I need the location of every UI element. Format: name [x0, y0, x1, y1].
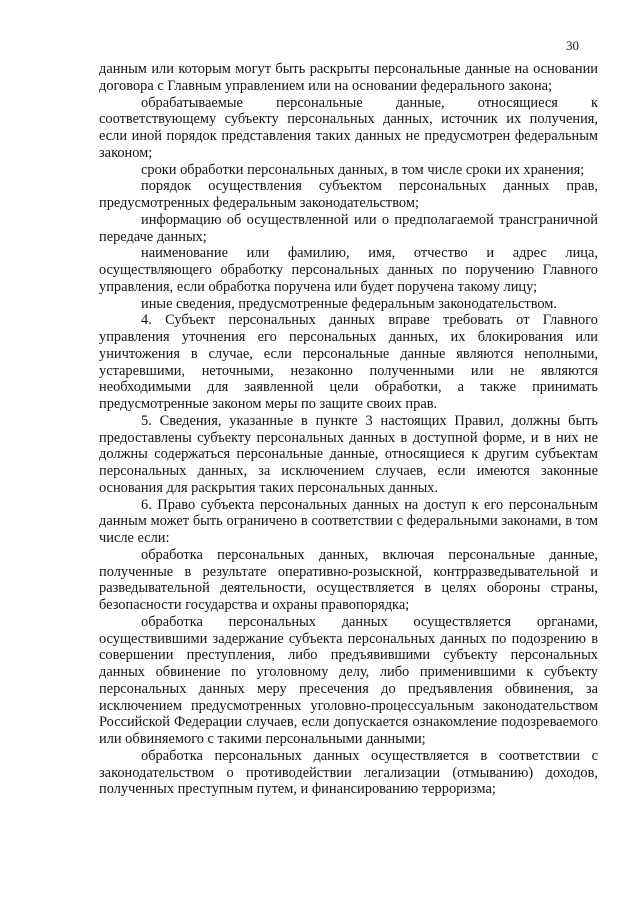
paragraph-cross-border-transfer: информацию об осуществленной или о предполагаемой трансграничной передаче данных; [99, 211, 598, 245]
paragraph-defense-security: обработка персональных данных, включая персональные данные, полученные в результате оперативно-розыскной, контрразведывательной и разведывательной деятельности, осуществляется в целях обороны страны, безопасности государства и охраны правопорядка; [99, 546, 598, 613]
paragraph-clause-6: 6. Право субъекта персональных данных на доступ к его персональным данным может быть ограничено в соответствии с федеральными законами, в том числе если: [99, 496, 598, 546]
page-number: 30 [566, 38, 579, 53]
paragraph-processing-terms: сроки обработки персональных данных, в том числе сроки их хранения; [141, 161, 585, 178]
paragraph-processor-details: наименование или фамилию, имя, отчество и адрес лица, осуществляющего обработку персональных данных по поручению Главного управления, если обработка поручена или будет поручена такому лицу; [99, 245, 598, 295]
paragraph-detention-bodies: обработка персональных данных осуществляется органами, осуществившими задержание субъекта персональных данных по подозрению в совершении преступления, либо предъявившими субъекту персональных данных обвинение по уголовному делу, либо применившими к субъекту персональных данных меру пресечения до предъявления обвинения, за исключением предусмотренных уголовно-процессуальным законодательством Российской Федерации случаев, если допускается ознакомление подозреваемого или обвиняемого с такими персональными данными; [99, 613, 598, 747]
paragraph-clause-4: 4. Субъект персональных данных вправе требовать от Главного управления уточнения его персональных данных, их блокирования или уничтожения в случае, если персональные данные являются неполными, устаревшими, неточными, незаконно полученными или не являются необходимыми для заявленной цели обработки, а также принимать предусмотренные законом меры по защите своих прав. [99, 312, 598, 412]
paragraph-clause-5: 5. Сведения, указанные в пункте 3 настоящих Правил, должны быть предоставлены субъекту персональных данных в доступной форме, и в них не должны содержаться персональные данные, относящиеся к другим субъектам персональных данных, за исключением случаев, если имеются законные основания для раскрытия таких персональных данных. [99, 412, 598, 496]
paragraph-other-info: иные сведения, предусмотренные федеральным законодательством. [141, 295, 558, 312]
paragraph-processed-data: обрабатываемые персональные данные, относящиеся к соответствующему субъекту персональных данных, источник их получения, если иной порядок представления таких данных не предусмотрен федеральным законом; [99, 94, 598, 161]
paragraph-anti-laundering: обработка персональных данных осуществляется в соответствии с законодательством о противодействии легализации (отмыванию) доходов, полученных преступным путем, и финансированию терроризма; [99, 747, 598, 798]
paragraph-rights-procedure: порядок осуществления субъектом персональных данных прав, предусмотренных федеральным законодательством; [99, 178, 598, 211]
document-body [99, 61, 598, 798]
paragraph-continuation: данным или которым могут быть раскрыты персональные данные на основании договора с Главным управлением или на основании федерального закона; [99, 61, 598, 94]
